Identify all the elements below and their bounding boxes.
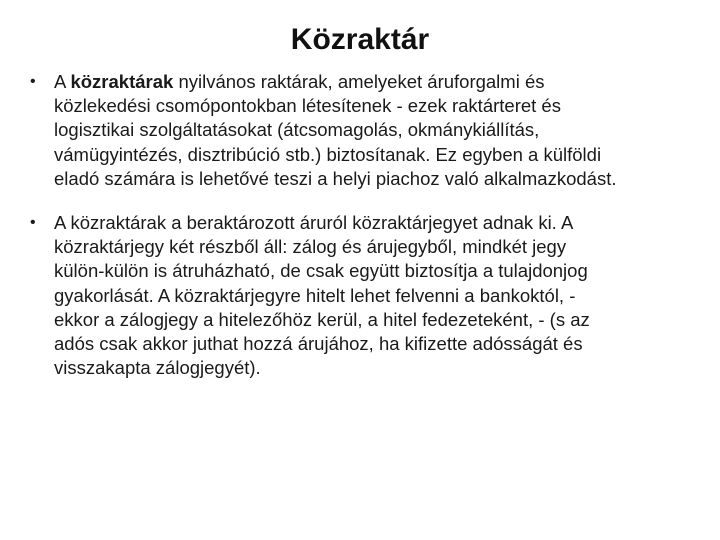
bullet-item-1 [30,70,710,191]
bullet-list [30,70,710,400]
bullet-2-line-7: visszakapta zálogjegyét). [54,357,261,379]
bullet-1-line-5: eladó számára is lehetővé teszi a helyi piachoz való alkalmazkodást. [54,167,617,189]
slide-title: Közraktár [290,23,430,56]
bullet-2-line-5: ekkor a zálogjegy a hitelezőhöz kerül, a hitel fedezeteként, - (s az [54,308,590,330]
bullet-2-line-6: adós csak akkor juthat hozzá árujához, ha kifizette adósságát és [54,333,583,355]
bullet-dot: • [30,73,36,90]
bold-term: közraktárak [70,71,174,92]
bullet-1-line-4: vámügyintézés, disztribúció stb.) biztosítanak. Ez egyben a külföldi [54,143,602,165]
bullet-2-line-3: külön-külön is átruházható, de csak együtt biztosítja a tulajdonjog [54,260,588,282]
bullet-1-line-1: A közraktárak nyilvános raktárak, amelyeket áruforgalmi és [54,71,545,92]
bullet-2-line-1: A közraktárak a beraktározott áruról közraktárjegyet adnak ki. A [54,212,574,234]
bullet-item-2 [30,211,710,380]
bullet-dot: • [30,214,36,232]
bullet-1-line-2: közlekedési csomópontokban létesítenek - ezek raktárteret és [54,95,561,117]
bullet-2-line-4: gyakorlását. A közraktárjegyre hitelt lehet felvenni a bankoktól, - [54,284,576,306]
bullet-2-line-2: közraktárjegy két részből áll: zálog és árujegyből, mindkét jegy [54,236,567,258]
bullet-1-line-3: logisztikai szolgáltatásokat (átcsomagolás, okmánykiállítás, [54,119,540,141]
